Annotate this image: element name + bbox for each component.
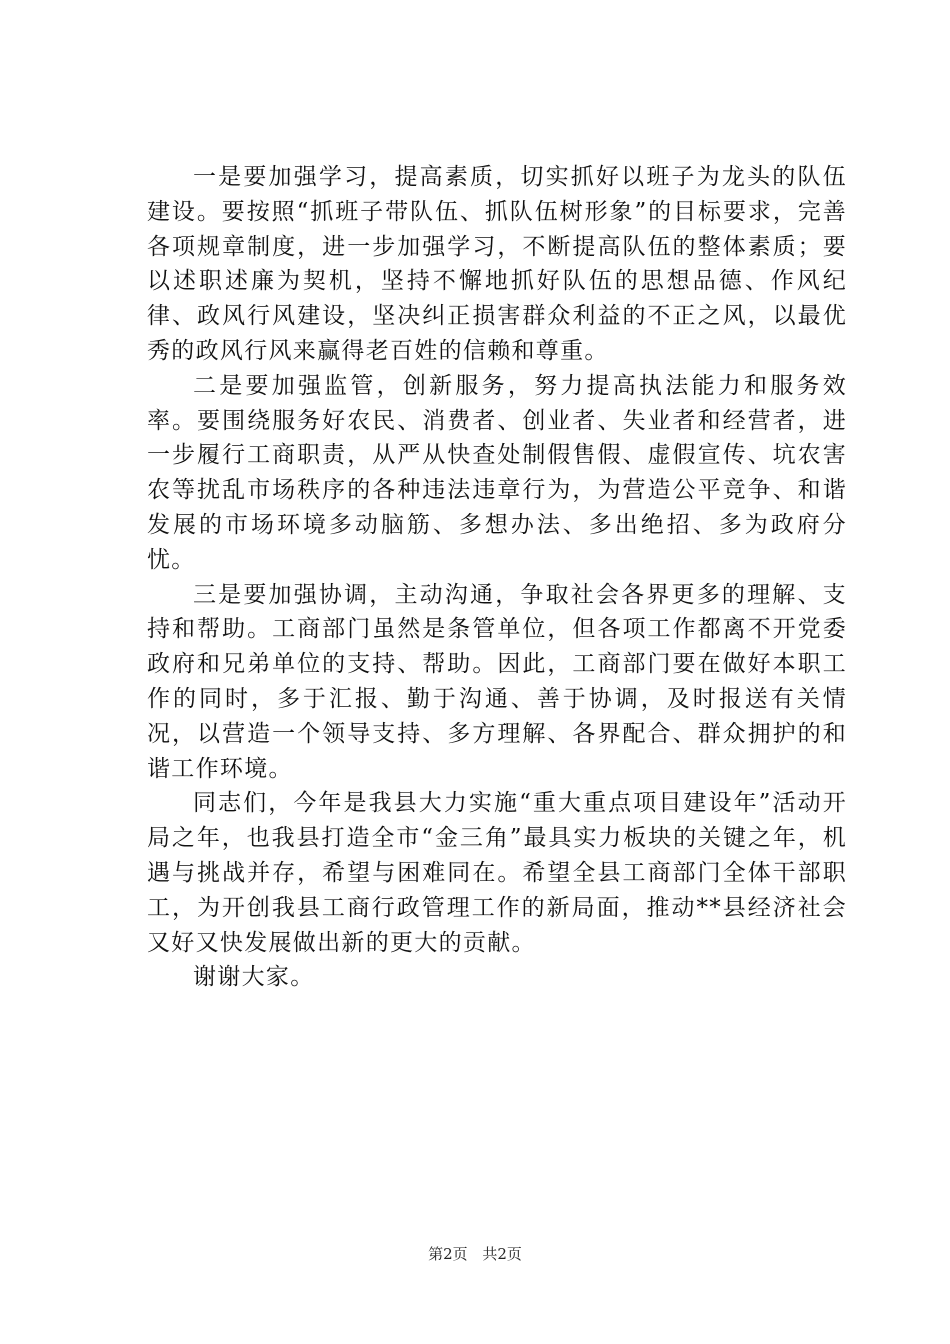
page-total: 共2页 <box>482 1245 522 1263</box>
paragraph-study: 一是要加强学习，提高素质，切实抓好以班子为龙头的队伍建设。要按照“抓班子带队伍、抓队伍树形象”的目标要求，完善各项规章制度，进一步加强学习，不断提高队伍的整体素质；要以述职述廉为契机，坚持不懈地抓好队伍的思想品德、作风纪律、政风行风建设，坚决纠正损害群众利益的不正之风，以最优秀的政风行风来赢得老百姓的信赖和尊重。 <box>147 164 847 364</box>
paragraph-thanks: 谢谢大家。 <box>193 964 315 991</box>
page-number: 第2页 <box>428 1245 468 1263</box>
page-footer <box>0 1243 950 1264</box>
paragraph-coordination: 三是要加强协调，主动沟通，争取社会各界更多的理解、支持和帮助。工商部门虽然是条管单位，但各项工作都离不开党委政府和兄弟单位的支持、帮助。因此，工商部门要在做好本职工作的同时，多于汇报、勤于沟通、善于协调，及时报送有关情况，以营造一个领导支持、多方理解、各界配合、群众拥护的和谐工作环境。 <box>147 581 847 782</box>
document-body <box>147 160 847 995</box>
paragraph-closing: 同志们，今年是我县大力实施“重大重点项目建设年”活动开局之年，也我县打造全市“金三角”最具实力板块的关键之年，机遇与挑战并存，希望与困难同在。希望全县工商部门全体干部职工，为开创我县工商行政管理工作的新局面，推动**县经济社会又好又快发展做出新的更大的贡献。 <box>147 790 847 956</box>
paragraph-supervision: 二是要加强监管，创新服务，努力提高执法能力和服务效率。要围绕服务好农民、消费者、创业者、失业者和经营者，进一步履行工商职责，从严从快查处制假售假、虚假宣传、坑农害农等扰乱市场秩序的各种违法违章行为，为营造公平竞争、和谐发展的市场环境多动脑筋、多想办法、多出绝招、多为政府分忧。 <box>147 372 847 573</box>
